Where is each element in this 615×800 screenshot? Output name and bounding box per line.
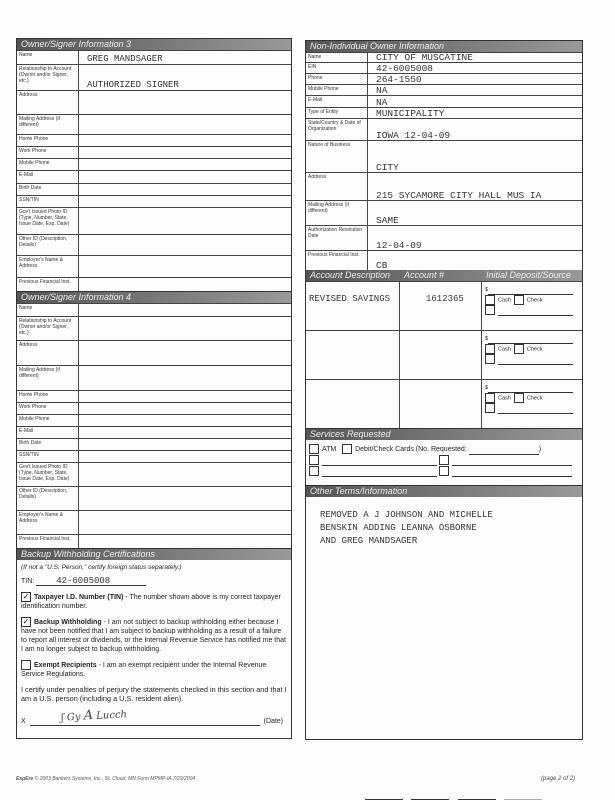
form-row xyxy=(17,64,291,90)
field-label: Address xyxy=(306,173,368,200)
section-header: Other Terms/Information xyxy=(306,486,582,497)
services-body xyxy=(306,440,582,481)
certification-item xyxy=(21,617,287,654)
form-row xyxy=(306,140,582,172)
field-value[interactable]: CITY xyxy=(376,161,399,173)
form-row xyxy=(306,225,582,250)
account-row xyxy=(306,281,582,330)
certification-checkbox[interactable]: ✓ xyxy=(22,592,30,601)
field-label: Home Phone xyxy=(17,391,79,402)
certification-title: Taxpayer I.D. Number (TIN) xyxy=(34,593,124,601)
form-row xyxy=(17,303,291,316)
account-number[interactable] xyxy=(400,380,482,428)
other-source-checkbox[interactable] xyxy=(485,305,495,315)
field-label: Relationship to Account (Owner and/or Signer, etc.) xyxy=(17,317,79,340)
field-value[interactable]: AUTHORIZED SIGNER xyxy=(87,80,179,90)
field-value[interactable] xyxy=(79,487,291,510)
field-label: Work Phone xyxy=(17,403,79,414)
form-row xyxy=(306,172,582,200)
service-field[interactable] xyxy=(322,468,437,477)
field-value[interactable]: MUNICIPALITY xyxy=(376,107,445,119)
field-label: Mailing Address (if different) xyxy=(17,115,79,134)
account-description[interactable] xyxy=(306,380,400,428)
section-header: Non-Individual Owner Information xyxy=(306,41,582,52)
tin-field[interactable]: 42-6005008 xyxy=(36,577,146,586)
field-label: Birth Date xyxy=(17,439,79,450)
form-row xyxy=(17,462,291,486)
field-label: Mobile Phone xyxy=(17,159,79,170)
check-checkbox[interactable] xyxy=(514,393,524,403)
form-row xyxy=(17,534,291,548)
field-value[interactable] xyxy=(79,451,291,462)
footer-copyright xyxy=(16,776,195,782)
field-label: SSN/TIN xyxy=(17,196,79,207)
field-value[interactable]: 264-1550 xyxy=(376,73,422,85)
cash-checkbox[interactable] xyxy=(485,344,495,354)
field-label: Type of Entity xyxy=(306,108,368,118)
field-label: Nature of Business xyxy=(306,141,368,172)
field-value[interactable] xyxy=(79,415,291,426)
section-header: Owner/Signer Information 4 xyxy=(17,292,291,303)
other-terms-line: REMOVED A J JOHNSON AND MICHELLE xyxy=(320,510,493,520)
form-row xyxy=(17,183,291,195)
field-label: Previous Financial Inst. xyxy=(17,535,79,548)
dollar-sign: $ xyxy=(485,385,489,391)
form-row xyxy=(17,90,291,114)
tin-label: TIN: xyxy=(21,578,35,585)
accounts-header xyxy=(306,270,582,281)
form-row xyxy=(17,426,291,438)
field-value[interactable] xyxy=(79,171,291,183)
other-source-field[interactable] xyxy=(498,310,573,316)
col-initial-deposit: Initial Deposit/Source xyxy=(486,270,572,280)
form-row xyxy=(17,510,291,534)
form-row xyxy=(17,234,291,255)
check-checkbox[interactable] xyxy=(514,344,524,354)
field-label: Mobile Phone xyxy=(17,415,79,426)
field-value[interactable] xyxy=(79,304,291,316)
field-value[interactable] xyxy=(79,159,291,170)
deposit-source xyxy=(482,282,582,330)
cash-label: Cash xyxy=(498,297,511,304)
field-value[interactable] xyxy=(79,366,291,390)
owner-signer-4-section xyxy=(16,292,292,549)
field-label: SSN/TIN xyxy=(17,451,79,462)
form-row xyxy=(17,170,291,183)
service-checkbox[interactable] xyxy=(439,466,449,476)
form-row xyxy=(17,277,291,291)
field-value[interactable] xyxy=(79,403,291,414)
field-label: Name xyxy=(17,51,79,64)
field-value[interactable]: 42-6005008 xyxy=(376,62,434,74)
form-row xyxy=(17,402,291,414)
field-label: Home Phone xyxy=(17,135,79,146)
field-label: E-Mail xyxy=(17,427,79,438)
check-label: Check xyxy=(526,297,543,304)
atm-checkbox[interactable] xyxy=(309,444,319,454)
services-section xyxy=(305,428,583,486)
field-value[interactable] xyxy=(79,511,291,534)
page-number: (page 2 of 2) xyxy=(541,776,576,782)
field-value[interactable] xyxy=(79,535,291,548)
section-header: Backup Withholding Certifications xyxy=(17,549,291,560)
field-label: Address xyxy=(17,341,79,365)
form-row xyxy=(306,95,582,107)
field-label: Gov't Issued Photo ID (Type, Number, State, Issue Date, Exp. Date) xyxy=(17,208,79,234)
form-row xyxy=(17,316,291,340)
form-row xyxy=(17,146,291,158)
account-number[interactable]: 1612365 xyxy=(400,282,482,330)
field-value[interactable] xyxy=(79,184,291,195)
form-row xyxy=(306,118,582,140)
field-value[interactable] xyxy=(79,439,291,450)
field-label: Employer's Name & Address xyxy=(17,256,79,277)
form-row xyxy=(306,84,582,95)
cash-checkbox[interactable] xyxy=(485,295,495,305)
form-row xyxy=(17,158,291,170)
certification-text: - I am an exempt recipient under the Internal Revenue Service Regulations. xyxy=(21,661,267,678)
backup-withholding-section xyxy=(16,548,292,739)
deposit-amount-field[interactable] xyxy=(488,387,573,393)
certification-title: Exempt Recipients xyxy=(34,661,97,669)
paren: ) xyxy=(538,446,542,453)
certification-checkbox[interactable] xyxy=(21,660,31,670)
field-label: E-Mail xyxy=(17,171,79,183)
footer-lines xyxy=(365,782,542,800)
cash-label: Cash xyxy=(498,395,511,402)
service-checkbox[interactable] xyxy=(439,455,449,465)
deposit-source xyxy=(482,380,582,428)
form-row xyxy=(17,390,291,402)
field-label: EIN xyxy=(306,63,368,73)
field-label: Name xyxy=(17,304,79,316)
field-value[interactable] xyxy=(79,91,291,114)
other-terms-line: AND GREG MANDSAGER xyxy=(320,536,418,546)
service-checkbox[interactable] xyxy=(309,466,319,476)
field-value[interactable]: CITY OF MUSCATINE xyxy=(376,51,473,63)
account-number[interactable] xyxy=(400,331,482,379)
form-row xyxy=(17,438,291,450)
other-terms-body xyxy=(306,497,582,548)
field-value[interactable]: IOWA 12-04-09 xyxy=(376,129,451,141)
field-value[interactable]: 12-04-09 xyxy=(376,239,422,251)
field-label: Employer's Name & Address xyxy=(17,511,79,534)
form-row xyxy=(306,62,582,73)
copyright-text: © 2003 Bankers Systems, Inc., St. Cloud, MN Form MPMP-IA 7/29/2004 xyxy=(34,776,196,782)
deposit-amount-field[interactable] xyxy=(488,289,573,295)
form-row xyxy=(306,73,582,84)
field-value[interactable] xyxy=(79,196,291,207)
field-label: State/Country & Date of Organization xyxy=(306,119,368,140)
owner-signer-3-section xyxy=(16,38,292,292)
field-label: Previous Financial Inst. xyxy=(306,251,368,270)
field-label: Birth Date xyxy=(17,184,79,195)
other-terms-line: BENSKIN ADDING LEANNA OSBORNE xyxy=(320,523,477,533)
logo: ExpEre xyxy=(16,776,34,782)
other-source-checkbox[interactable] xyxy=(485,403,495,413)
field-value[interactable]: NA xyxy=(376,84,388,96)
other-source-field[interactable] xyxy=(498,359,573,365)
field-label: Mailing Address (if different) xyxy=(306,201,368,225)
dollar-sign: $ xyxy=(485,336,489,342)
field-value[interactable] xyxy=(79,147,291,158)
field-label: Name xyxy=(306,53,368,62)
field-value[interactable] xyxy=(79,135,291,146)
signature-x: X xyxy=(21,718,26,725)
form-row xyxy=(17,207,291,234)
certification-item xyxy=(21,592,287,611)
dollar-sign: $ xyxy=(485,287,489,293)
certification-text: - I am not subject to backup withholding either because I have not been notified that I am subject to backup withholding as a result of a failure to report all interest or dividends, or the Internal Revenue Service has notified me that I am no longer subject to backup withholding. xyxy=(21,618,286,653)
signature-row xyxy=(21,708,287,726)
field-value[interactable] xyxy=(79,256,291,277)
cash-label: Cash xyxy=(498,346,511,353)
deposit-amount-field[interactable] xyxy=(488,338,573,344)
cash-checkbox[interactable] xyxy=(485,393,495,403)
field-value[interactable]: SAME xyxy=(376,214,399,226)
field-value[interactable] xyxy=(79,235,291,255)
service-checkbox[interactable] xyxy=(309,455,319,465)
non-individual-owner-section xyxy=(305,40,583,271)
section-header: Owner/Signer Information 3 xyxy=(17,39,291,50)
field-value[interactable]: NA xyxy=(376,96,388,108)
form-row xyxy=(17,365,291,390)
date-label: (Date) xyxy=(263,718,284,725)
field-label: Other ID (Description, Details) xyxy=(17,235,79,255)
other-source-field[interactable] xyxy=(498,408,573,414)
field-value[interactable] xyxy=(79,427,291,438)
tin-row xyxy=(21,577,287,586)
certification-items xyxy=(21,592,287,679)
field-value[interactable] xyxy=(79,278,291,291)
form-row xyxy=(306,52,582,62)
account-rows xyxy=(306,281,582,428)
field-label: Phone xyxy=(306,74,368,84)
field-label: Mobile Phone xyxy=(306,85,368,95)
field-label: Address xyxy=(17,91,79,114)
account-row xyxy=(306,379,582,428)
service-field[interactable] xyxy=(452,457,572,466)
field-label: Authorization Resolution Date xyxy=(306,226,368,250)
foreign-status-note: (If not a "U.S. Person," certify foreign status separately.) xyxy=(21,564,182,571)
certification-item xyxy=(21,660,287,679)
field-label: Other ID (Description, Details) xyxy=(17,487,79,510)
account-row xyxy=(306,330,582,379)
field-label: E-Mail xyxy=(306,96,368,107)
debit-card-label: Debit/Check Cards (No. Requested: xyxy=(355,446,467,453)
field-label: Previous Financial Inst. xyxy=(17,278,79,291)
field-value[interactable]: GREG MANDSAGER xyxy=(87,54,163,64)
form-row xyxy=(17,195,291,207)
check-label: Check xyxy=(526,346,543,353)
other-terms-section xyxy=(305,485,583,740)
certification-statement: I certify under penalties of perjury the statements checked in this section and that I am a U.S. person (including a U.S. resident alien). xyxy=(21,685,287,703)
debit-card-checkbox[interactable] xyxy=(342,444,352,454)
form-row xyxy=(306,250,582,270)
field-value[interactable] xyxy=(79,115,291,134)
check-label: Check xyxy=(526,395,543,402)
signature-image: ʃ Gy A Lucch xyxy=(60,708,128,724)
certification-title: Backup Withholding xyxy=(34,618,102,626)
other-source-checkbox[interactable] xyxy=(485,354,495,364)
field-value[interactable] xyxy=(79,341,291,365)
certification-text: - The number shown above is my correct taxpayer identification number. xyxy=(21,593,281,610)
field-value[interactable] xyxy=(79,463,291,486)
col-account-number: Account # xyxy=(404,270,445,280)
field-label: Mailing Address (if different) xyxy=(17,366,79,390)
col-account-description: Account Description xyxy=(310,270,391,280)
form-row xyxy=(17,114,291,134)
backup-body xyxy=(17,560,291,729)
account-description[interactable]: REVISED SAVINGS xyxy=(306,282,400,330)
deposit-source xyxy=(482,331,582,379)
field-label: Gov't Issued Photo ID (Type, Number, State, Issue Date, Exp. Date) xyxy=(17,463,79,486)
field-value[interactable] xyxy=(79,208,291,234)
form-row xyxy=(17,134,291,146)
service-field[interactable] xyxy=(452,468,572,477)
field-label: Relationship to Account (Owner and/or Signer, etc.) xyxy=(17,65,79,90)
form-row xyxy=(17,450,291,462)
accounts-section xyxy=(305,270,583,429)
form-row xyxy=(17,486,291,510)
form-row xyxy=(17,414,291,426)
field-value[interactable]: CB xyxy=(376,259,388,271)
atm-label: ATM xyxy=(322,446,337,453)
form-row xyxy=(306,107,582,118)
check-checkbox[interactable] xyxy=(514,295,524,305)
form-row xyxy=(17,50,291,64)
field-value[interactable]: 215 SYCAMORE CITY HALL MUS IA xyxy=(376,189,542,201)
form-row xyxy=(306,200,582,225)
cards-requested-field[interactable] xyxy=(469,446,542,455)
field-label: Work Phone xyxy=(17,147,79,158)
form-row xyxy=(17,340,291,365)
service-field[interactable] xyxy=(322,457,437,466)
field-value[interactable] xyxy=(79,391,291,402)
account-description[interactable] xyxy=(306,331,400,379)
field-value[interactable] xyxy=(79,317,291,340)
section-header: Services Requested xyxy=(306,429,582,440)
form-row xyxy=(17,255,291,277)
certification-checkbox[interactable]: ✓ xyxy=(22,617,30,626)
